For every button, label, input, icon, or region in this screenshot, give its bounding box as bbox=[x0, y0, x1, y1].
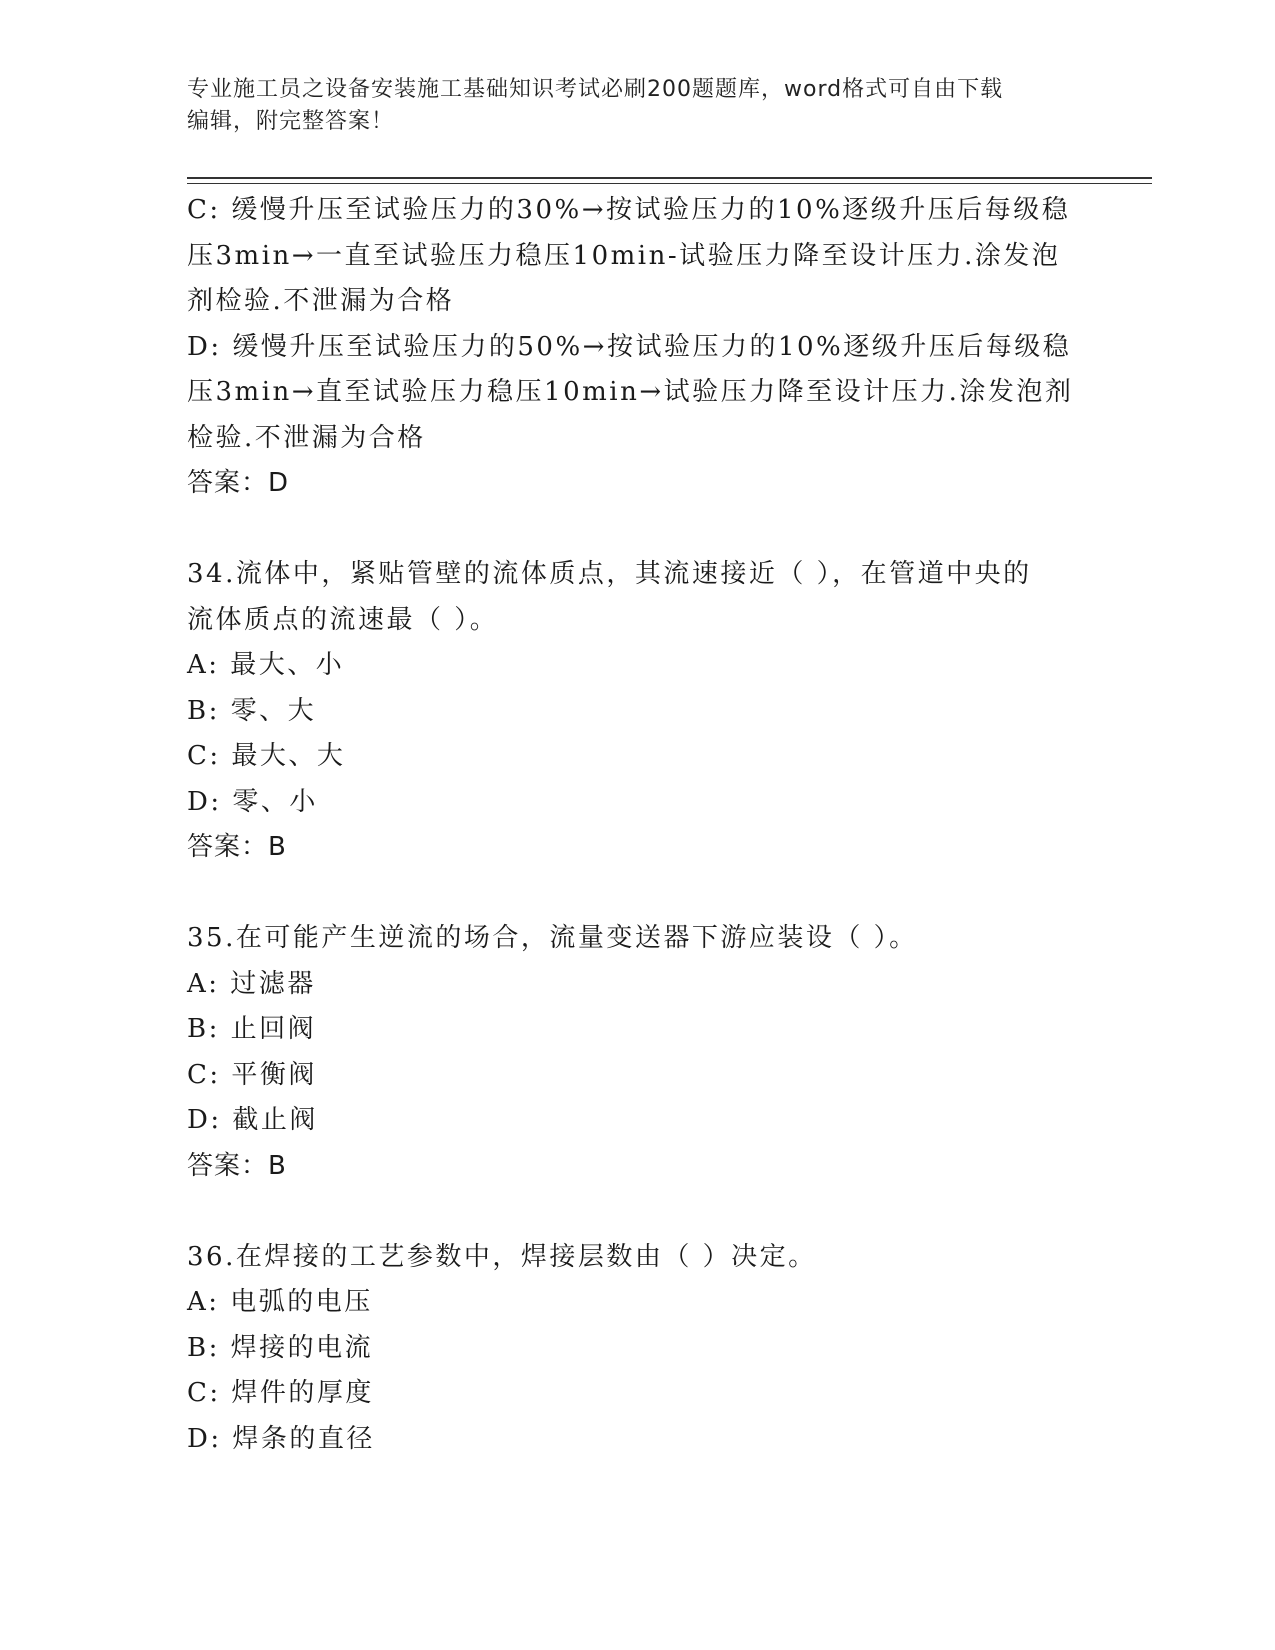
header-title-line-1: 专业施工员之设备安装施工基础知识考试必刷200题题库，word格式可自由下载 bbox=[187, 77, 1004, 102]
spacer bbox=[187, 507, 1067, 553]
document-body bbox=[187, 188, 1074, 1462]
spacer bbox=[187, 1189, 1067, 1235]
question-36-stem: 36.在焊接的工艺参数中，焊接层数由（ ）决定。 bbox=[187, 1241, 817, 1272]
option-c-line-1: C: 缓慢升压至试验压力的30%→按试验压力的10%逐级升压后每级稳 bbox=[187, 195, 1071, 225]
header-divider-thick bbox=[187, 177, 1152, 179]
question-34-stem-line-1: 34.流体中，紧贴管壁的流体质点，其流速接近（ ），在管道中央的 bbox=[187, 559, 1032, 589]
spacer bbox=[187, 871, 1067, 917]
answer-35: 答案：B bbox=[187, 1150, 287, 1181]
question-34-option-b: B: 零、大 bbox=[187, 695, 317, 726]
question-33-continued bbox=[187, 188, 1074, 507]
header-divider-thin bbox=[187, 183, 1152, 184]
header-title-line-2: 编辑，附完整答案！ bbox=[187, 109, 395, 134]
option-d-line-3: 检验.不泄漏为合格 bbox=[187, 422, 426, 453]
option-d-line-1: D: 缓慢升压至试验压力的50%→按试验压力的10%逐级升压后每级稳 bbox=[187, 331, 1072, 362]
question-34-option-a: A: 最大、小 bbox=[187, 650, 345, 680]
question-35-stem: 35.在可能产生逆流的场合，流量变送器下游应装设（ ）。 bbox=[187, 923, 918, 953]
question-34-option-c: C: 最大、大 bbox=[187, 741, 346, 771]
answer-33: 答案：D bbox=[187, 468, 290, 498]
question-36 bbox=[187, 1235, 1067, 1463]
question-35-option-a: A: 过滤器 bbox=[187, 968, 316, 999]
question-36-option-b: B: 焊接的电流 bbox=[187, 1332, 374, 1363]
option-c-line-3: 剂检验.不泄漏为合格 bbox=[187, 286, 455, 316]
question-35-option-b: B: 止回阀 bbox=[187, 1014, 317, 1044]
option-d-line-2: 压3min→直至试验压力稳压10min→试验压力降至设计压力.涂发泡剂 bbox=[187, 377, 1074, 407]
answer-34: 答案：B bbox=[187, 832, 287, 862]
option-c-line-2: 压3min→一直至试验压力稳压10min-试验压力降至设计压力.涂发泡 bbox=[187, 240, 1061, 271]
question-35 bbox=[187, 916, 1067, 1189]
question-34-option-d: D: 零、小 bbox=[187, 786, 318, 817]
question-34 bbox=[187, 552, 1067, 871]
question-34-stem-line-2: 流体质点的流速最（ ）。 bbox=[187, 604, 499, 635]
question-36-option-a: A: 电弧的电压 bbox=[187, 1287, 373, 1317]
question-35-option-d: D: 截止阀 bbox=[187, 1105, 318, 1135]
document-header bbox=[187, 74, 1067, 138]
question-36-option-d: D: 焊条的直径 bbox=[187, 1423, 375, 1454]
question-36-option-c: C: 焊件的厚度 bbox=[187, 1378, 374, 1408]
question-35-option-c: C: 平衡阀 bbox=[187, 1059, 317, 1090]
